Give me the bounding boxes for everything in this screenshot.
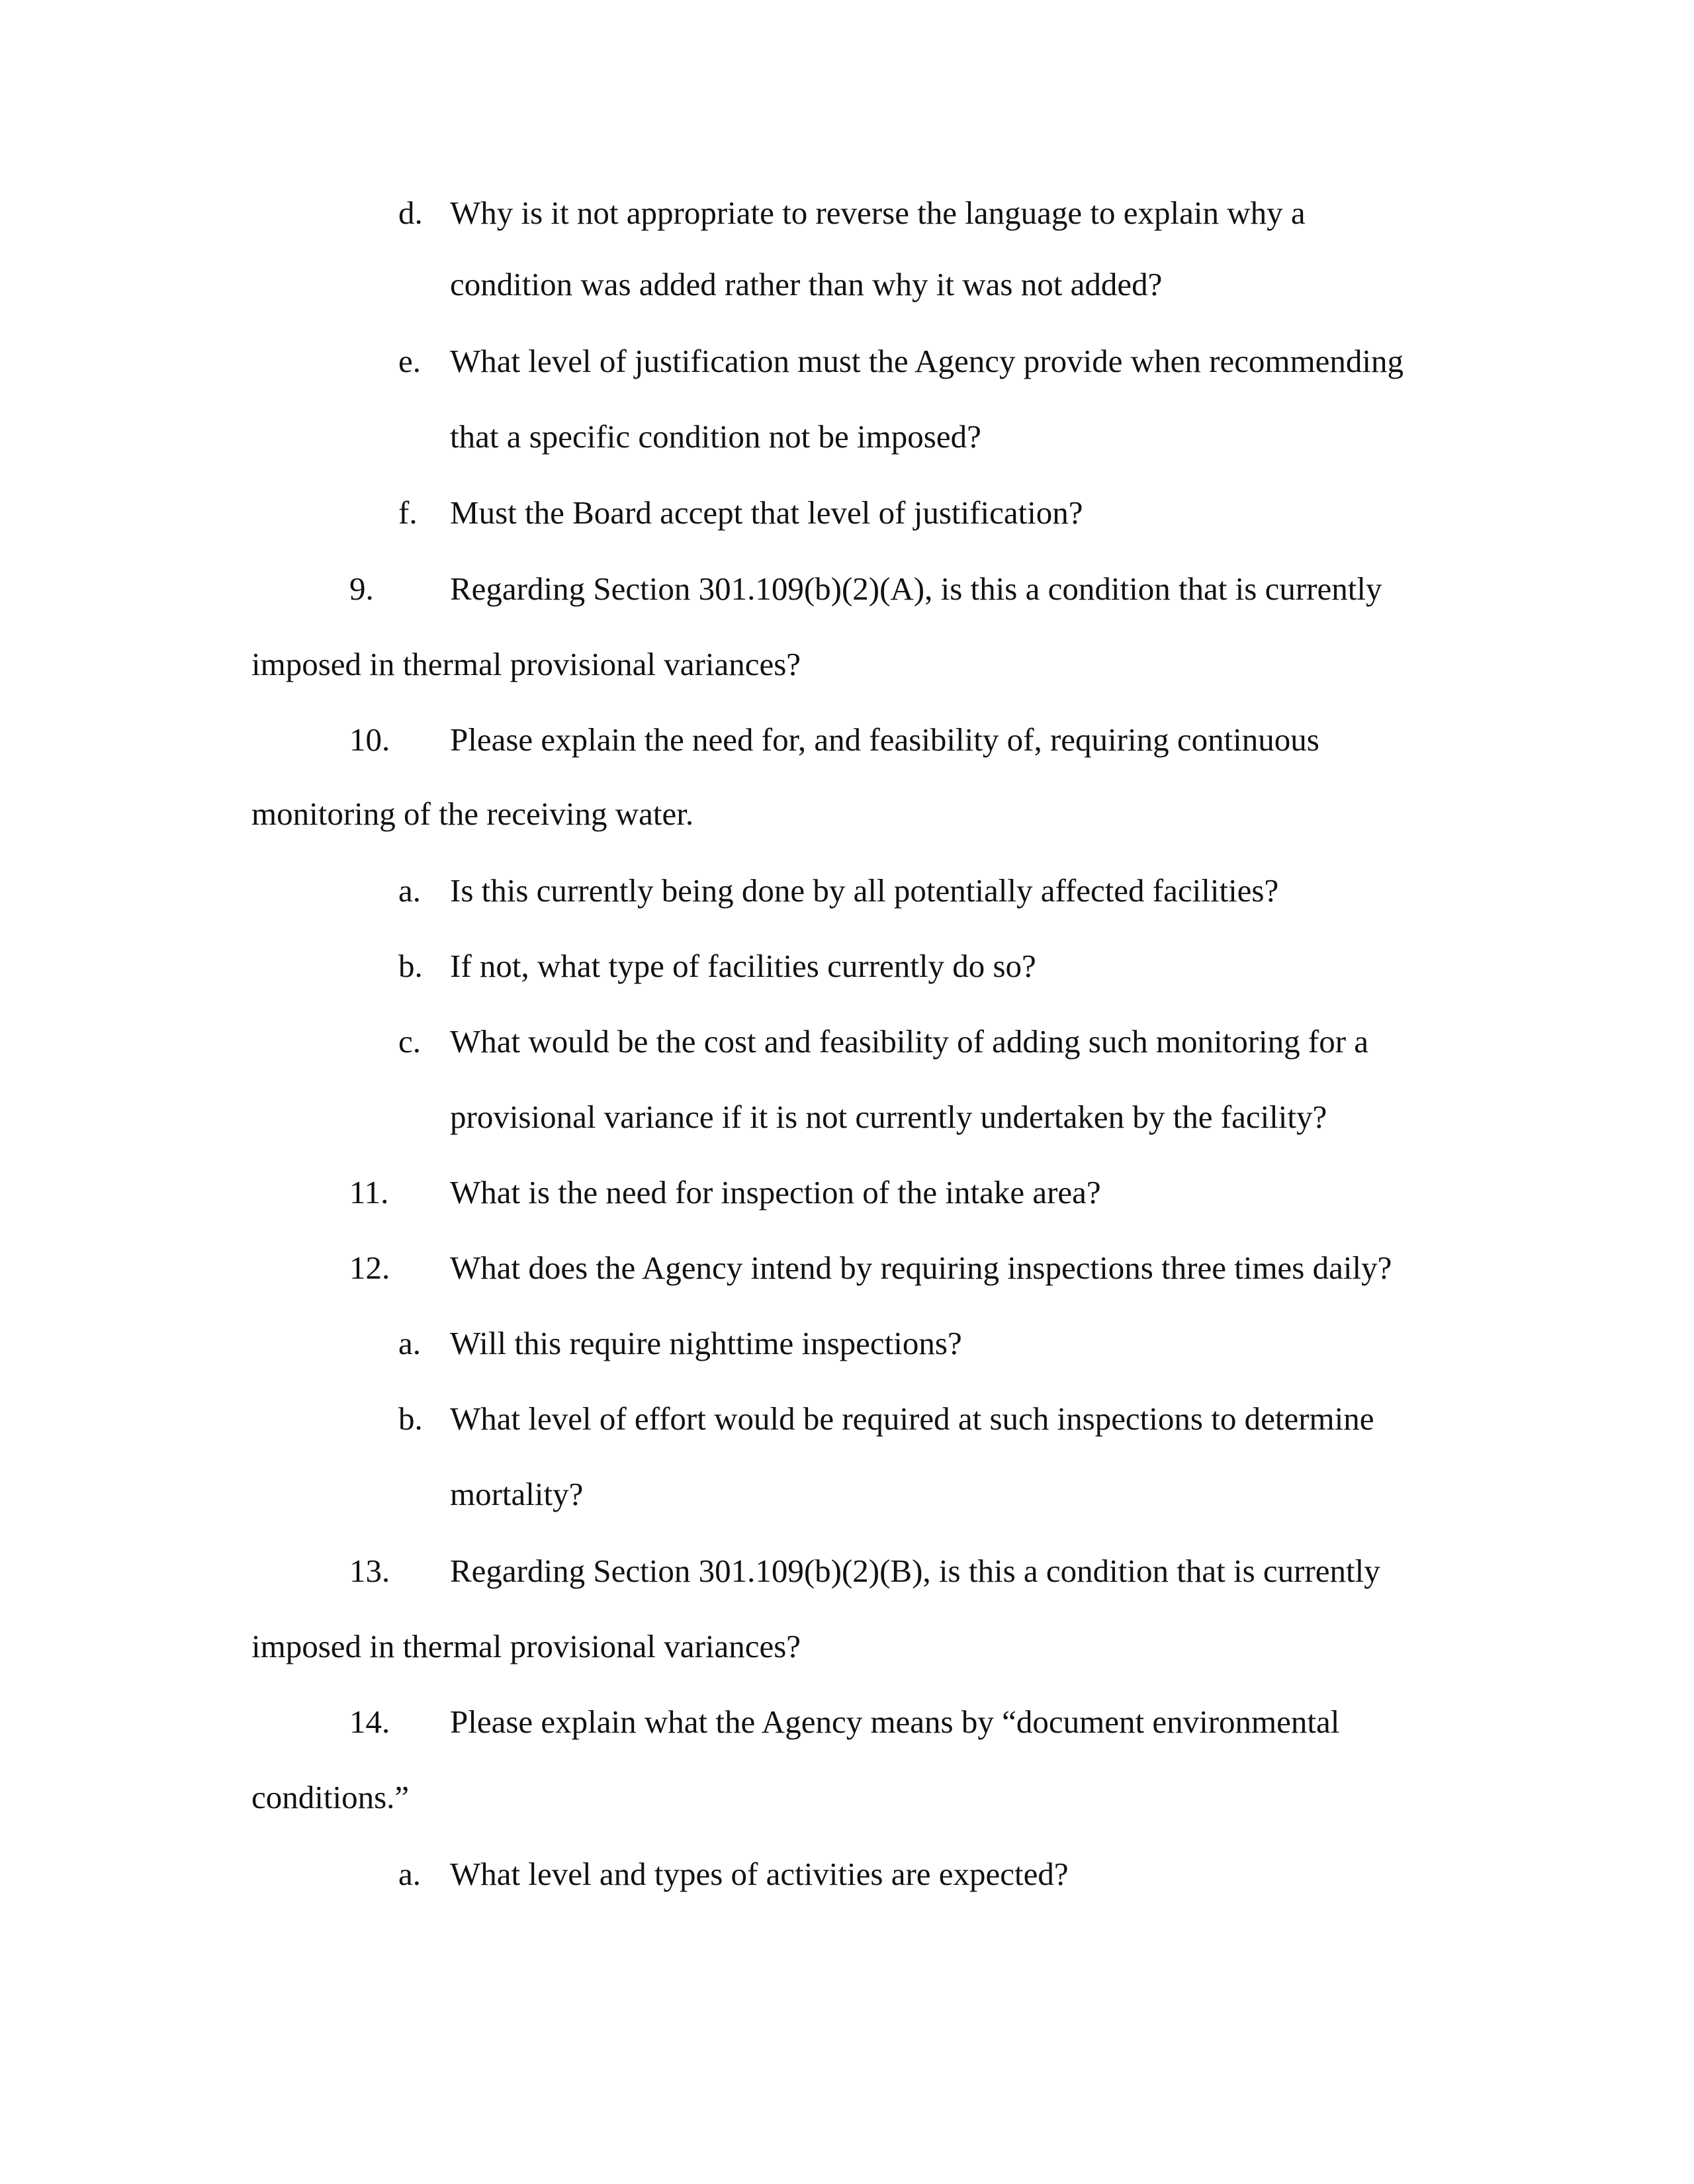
item-text-line: Please explain the need for, and feasibility of, requiring continuous — [450, 721, 1319, 758]
item-text-line: Please explain what the Agency means by “document environmental — [450, 1704, 1340, 1740]
item-text-line: Why is it not appropriate to reverse the language to explain why a — [450, 195, 1306, 231]
item-marker-d: d. — [398, 195, 423, 231]
item-number-11: 11. — [349, 1174, 389, 1210]
item-text-line: Must the Board accept that level of justification? — [450, 494, 1083, 531]
item-text-line: What level of justification must the Agency provide when recommending — [450, 343, 1404, 379]
item-text-line: If not, what type of facilities currently do so? — [450, 948, 1036, 984]
item-text-line: Regarding Section 301.109(b)(2)(B), is this a condition that is currently — [450, 1553, 1380, 1589]
item-number-14: 14. — [349, 1704, 390, 1740]
item-text-line: condition was added rather than why it was not added? — [450, 266, 1163, 302]
item-text-line: imposed in thermal provisional variances? — [251, 646, 801, 682]
item-number-10: 10. — [349, 721, 390, 758]
item-marker-a: a. — [398, 1856, 421, 1892]
item-marker-a: a. — [398, 1325, 421, 1361]
item-number-12: 12. — [349, 1250, 390, 1286]
item-text-line: that a specific condition not be imposed? — [450, 418, 981, 455]
item-text-line: Is this currently being done by all potentially affected facilities? — [450, 872, 1279, 909]
item-marker-b: b. — [398, 1400, 423, 1437]
item-text-line: imposed in thermal provisional variances? — [251, 1628, 801, 1664]
item-marker-e: e. — [398, 343, 421, 379]
item-text-line: What would be the cost and feasibility of adding such monitoring for a — [450, 1023, 1369, 1060]
item-marker-f: f. — [398, 494, 418, 531]
item-number-13: 13. — [349, 1553, 390, 1589]
item-number-9: 9. — [349, 570, 374, 607]
item-text-line: mortality? — [450, 1476, 584, 1512]
item-text-line: monitoring of the receiving water. — [251, 796, 694, 832]
item-text-line: What does the Agency intend by requiring inspections three times daily? — [450, 1250, 1392, 1286]
item-marker-a: a. — [398, 872, 421, 909]
item-text-line: provisional variance if it is not currently undertaken by the facility? — [450, 1099, 1327, 1135]
item-text-line: Regarding Section 301.109(b)(2)(A), is this a condition that is currently — [450, 570, 1382, 607]
item-text-line: conditions.” — [251, 1779, 410, 1815]
item-marker-c: c. — [398, 1023, 421, 1060]
item-marker-b: b. — [398, 948, 423, 984]
item-text-line: What level and types of activities are expected? — [450, 1856, 1069, 1892]
item-text-line: Will this require nighttime inspections? — [450, 1325, 962, 1361]
item-text-line: What level of effort would be required at such inspections to determine — [450, 1400, 1374, 1437]
item-text-line: What is the need for inspection of the intake area? — [450, 1174, 1101, 1210]
